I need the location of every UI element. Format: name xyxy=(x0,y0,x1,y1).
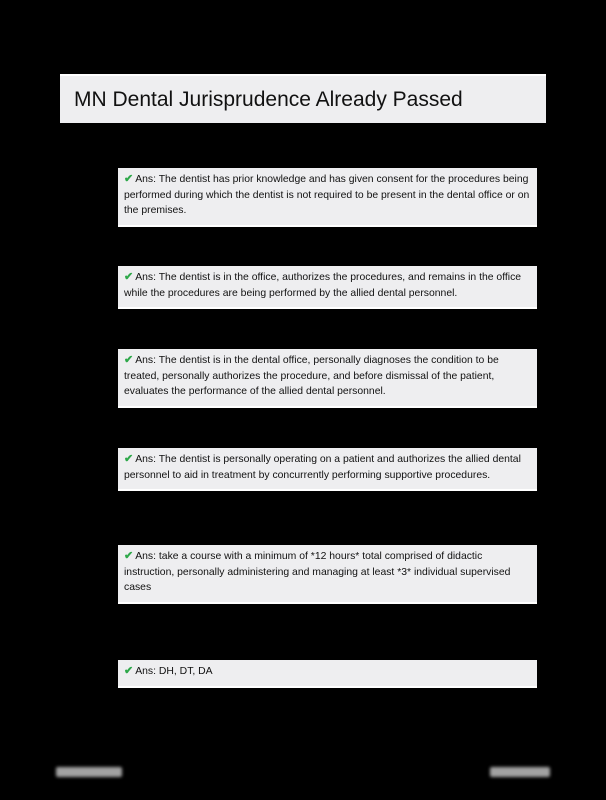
answer-box xyxy=(118,266,537,309)
checkmark-icon: ✔ xyxy=(124,271,134,283)
checkmark-icon: ✔ xyxy=(124,173,134,185)
answer-text: take a course with a minimum of *12 hours* total comprised of didactic instruction, personally administering and managing at least *3* individual supervised cases xyxy=(124,551,511,593)
answer-label: Ans: xyxy=(135,272,157,283)
answer-box xyxy=(118,448,537,491)
answer-label: Ans: xyxy=(135,666,157,677)
document-title-box xyxy=(60,74,546,123)
checkmark-icon: ✔ xyxy=(124,665,134,677)
answer-text: The dentist has prior knowledge and has given consent for the procedures being performed during which the dentist is not required to be present in the dental office or on the premises. xyxy=(124,174,530,216)
checkmark-icon: ✔ xyxy=(124,354,134,366)
answer-label: Ans: xyxy=(135,355,157,366)
answer-text: The dentist is in the office, authorizes the procedures, and remains in the office while the procedures are being performed by the allied dental personnel. xyxy=(124,272,522,299)
answer-box xyxy=(118,660,537,688)
answer-box xyxy=(118,168,537,227)
document-title: MN Dental Jurisprudence Already Passed xyxy=(74,88,463,111)
answer-text: The dentist is personally operating on a patient and authorizes the allied dental personnel to aid in treatment by concurrently performing supportive procedures. xyxy=(124,454,521,481)
answer-label: Ans: xyxy=(135,551,157,562)
answer-text: DH, DT, DA xyxy=(156,666,213,677)
answer-box xyxy=(118,349,537,408)
answer-label: Ans: xyxy=(135,454,157,465)
footer-left-blurred-text xyxy=(56,767,122,777)
answer-box xyxy=(118,545,537,604)
footer-page-number-blurred xyxy=(490,767,550,777)
answer-text: The dentist is in the dental office, personally diagnoses the condition to be treated, personally authorizes the procedure, and before dismissal of the patient, evaluates the performance of the allied dental personnel. xyxy=(124,355,499,397)
answer-label: Ans: xyxy=(135,174,157,185)
checkmark-icon: ✔ xyxy=(124,453,134,465)
checkmark-icon: ✔ xyxy=(124,550,134,562)
